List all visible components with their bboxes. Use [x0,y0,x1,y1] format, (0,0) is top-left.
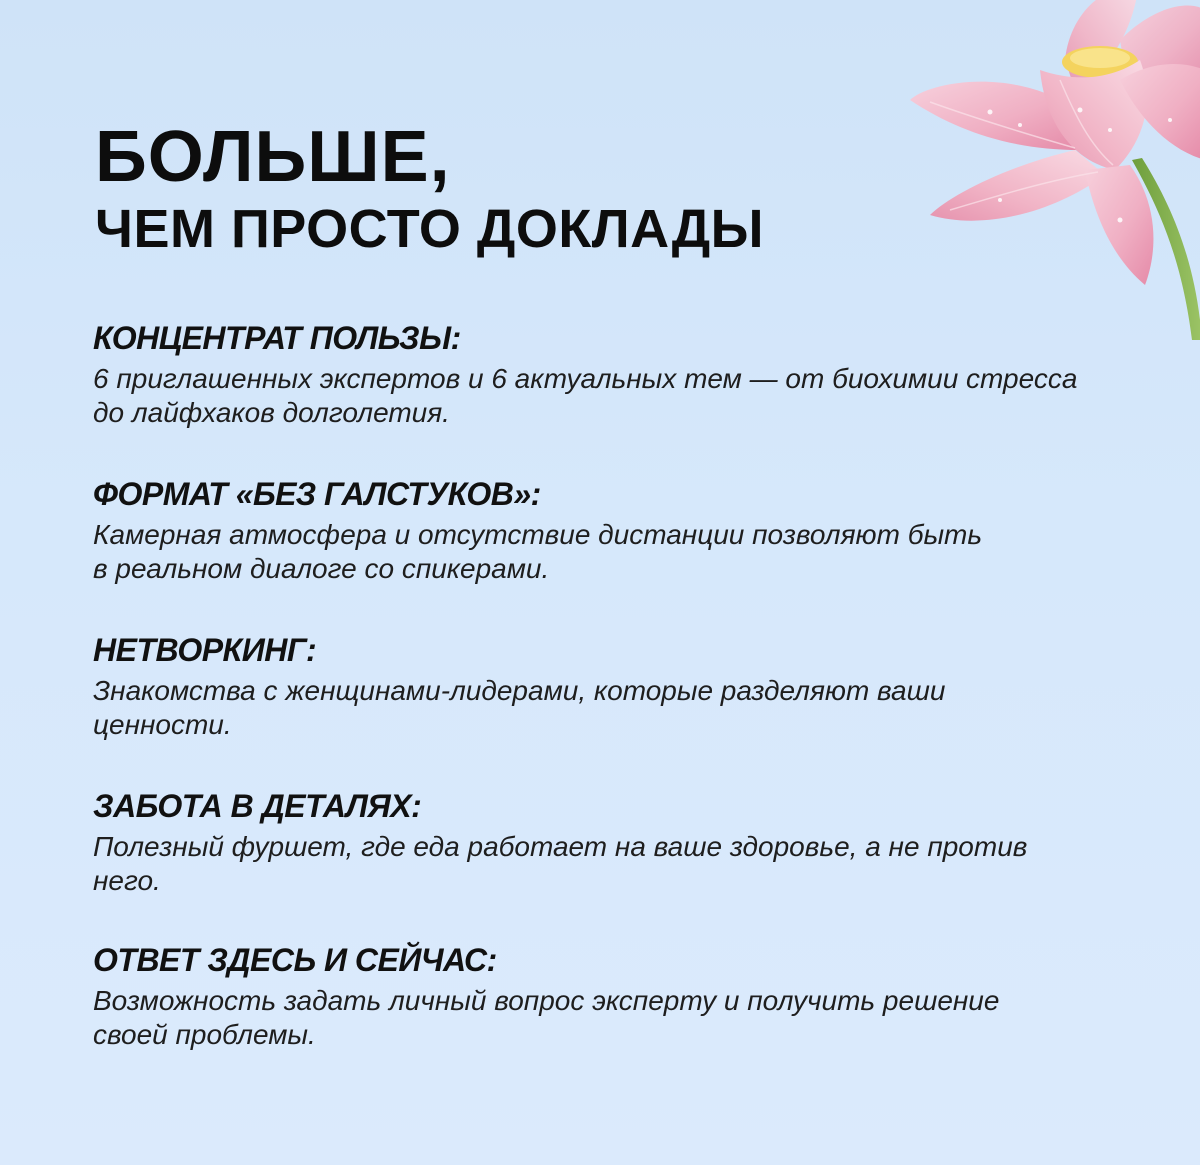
section-text: Камерная атмосфера и отсутствие дистанции позволяют быть в реальном диалоге со спикерами. [93,519,983,584]
headline-line2: ЧЕМ ПРОСТО ДОКЛАДЫ [95,199,765,259]
section-title: ФОРМАТ «БЕЗ ГАЛСТУКОВ»: [93,476,541,512]
lotus-flower-icon [870,0,1200,340]
headline [95,118,764,262]
section-text: 6 приглашенных экспертов и 6 актуальных тем — от биохимии стресса до лайфхаков долголетия. [93,363,1078,428]
section-networking [93,630,1133,742]
section-title: КОНЦЕНТРАТ ПОЛЬЗЫ: [93,320,461,356]
section-care [93,786,1133,898]
section-text: Возможность задать личный вопрос эксперту и получить решение своей проблемы. [93,985,1000,1050]
section-benefit [93,318,1133,430]
section-text: Полезный фуршет, где еда работает на ваше здоровье, а не против него. [93,831,1028,896]
section-text: Знакомства с женщинами-лидерами, которые разделяют ваши ценности. [93,675,946,740]
section-title: НЕТВОРКИНГ: [93,632,317,668]
section-answer [93,940,1133,1052]
headline-line1: БОЛЬШЕ, [95,117,451,197]
section-title: ОТВЕТ ЗДЕСЬ И СЕЙЧАС: [93,942,497,978]
section-title: ЗАБОТА В ДЕТАЛЯХ: [93,788,422,824]
section-format [93,474,1133,586]
